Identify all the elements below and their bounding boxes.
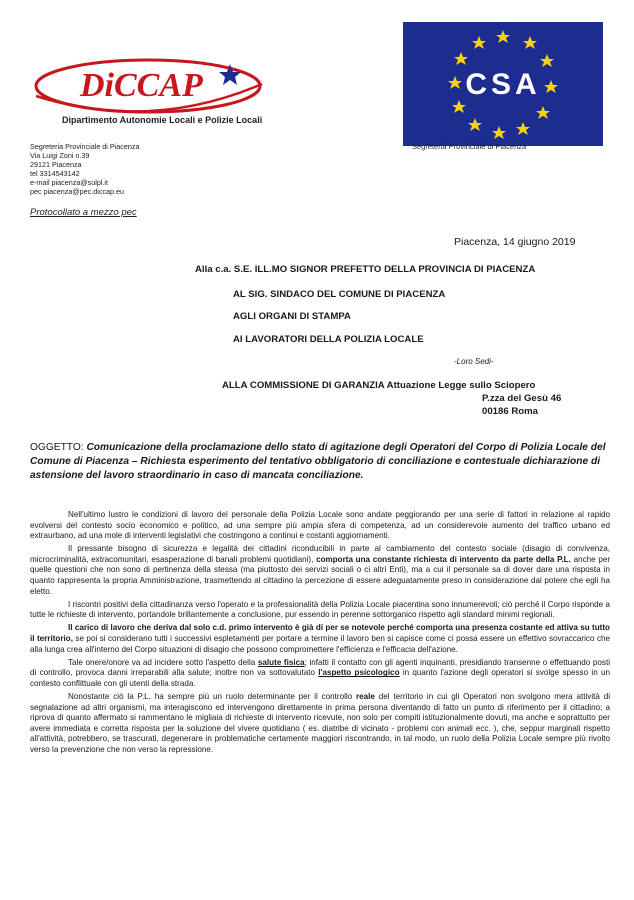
addressee-lavoratori: AI LAVORATORI DELLA POLIZIA LOCALE xyxy=(233,334,424,345)
sender-email[interactable]: e-mail piacenza@sulpl.it xyxy=(30,178,109,188)
sender-line: Segreteria Provinciale di Piacenza xyxy=(30,142,140,151)
diccap-logo xyxy=(30,44,270,144)
csa-caption: Segreteria Provinciale di Piacenza xyxy=(412,142,527,151)
addressee-prefetto: Alla c.a. S.E. ILL.MO SIGNOR PREFETTO DELLA PROVINCIA DI PIACENZA xyxy=(195,264,536,275)
sender-line: Via Luigi Zoni n.39 xyxy=(30,151,90,161)
paragraph: Il pressante bisogno di sicurezza e legalità dei cittadini riconducibili in parte al cambiamento del contesto sociale (disagio di convivenza, microcriminalità, extracomunitari, esasperazione di banali problemi quotidiani), comporta una constante richiesta di intervento da parte della P.L. anche per quelle questioni che non sono di pertinenza della stessa (ma piuttosto dei servizi sociali o ci altri Enti), ma a cui il personale sa di dover dare una risposta in quanto rappresenta la propria Amministrazione, trasmettendo al cittadino la percezione di essere adeguatamente preso in considerazione dal potere che egli ha eletto. xyxy=(30,544,611,596)
diccap-logo-text: DiCCAP xyxy=(80,67,203,104)
sender-line: tel 3314543142 xyxy=(30,169,80,179)
sender-block xyxy=(30,142,139,197)
commissione-address-1: P.zza del Gesù 46 xyxy=(482,393,562,404)
commissione-address-2: 00186 Roma xyxy=(482,406,538,417)
letter-body xyxy=(30,510,610,758)
csa-logo-text: CSA xyxy=(465,68,541,101)
subject xyxy=(30,441,610,483)
paragraph: I riscontri positivi della cittadinanza verso l'operato e la professionalità della Polizia Locale piacentina sono innumerevoli; ciò perché il Corpo risponde a tutte le richieste di intervento, portandole brillantemente a conclusione, pur essendo in perenne sottorganico rispetto agli standard minimi regionali. xyxy=(30,599,610,620)
csa-logo xyxy=(403,22,603,146)
paragraph: Nell'ultimo lustro le condizioni di lavoro del personale della Polizia Locale sono andate peggiorando per una serie di fattori in relazione al rapido evolversi del contesto socio economico e politico, ad una sempre più ampia sfera di competenza, ad un considerevole aumento del traffico urbano ed extraurbano, ad una mole di interventi legislativi che costringono a continui e costanti aggiornamenti. xyxy=(30,510,610,541)
letter-date: Piacenza, 14 giugno 2019 xyxy=(454,236,576,248)
subject-text: Comunicazione della proclamazione dello stato di agitazione degli Operatori del Corpo di Polizia Locale del Comune di Piacenza – Richiesta esperimento del tentativo obbligatorio di conciliazione e contestuale dichiarazione di astensione del lavoro straordinario in caso di mancata conciliazione. xyxy=(30,442,606,481)
paragraph: Il carico di lavoro che deriva dal solo c.d. primo intervento è già di per se notevole perché comporta una presenza costante ed attiva su tutto il territorio, se poi si considerano tutti i successivi espletamenti per portare a termine il lavoro ben si capisce come ci possa essere un effettivo sovraccarico che alla lunga crea all'interno del Corpo situazioni di disagio che possono compromettere l'efficienza e l'efficacia dell'azione. xyxy=(30,623,610,654)
paragraph: Tale onere/onore va ad incidere sotto l'aspetto della salute fisica; infatti il contatto con gli agenti inquinanti, presidiando transenne o effettuando posti di controllo, provoca danni irreparabili alla salute; inoltre non va sottovalutato l'aspetto psicologico in quanto l'azione degli operatori si svolge spesso in un contesto conflittuale con gli utenti della strada. xyxy=(30,657,611,688)
dept-name: Dipartimento Autonomie Locali e Polizie Locali xyxy=(62,115,263,125)
subject-label: OGGETTO: xyxy=(30,442,84,453)
sender-line: 29121 Piacenza xyxy=(30,160,82,170)
sender-pec[interactable]: pec piacenza@pec.diccap.eu xyxy=(30,187,125,197)
loro-sedi: -Loro Sedi- xyxy=(454,357,494,366)
protocol-note: Protocollato a mezzo pec xyxy=(30,207,137,218)
addressee-stampa: AGLI ORGANI DI STAMPA xyxy=(233,311,351,322)
paragraph: Nonostante ciò la P.L. ha sempre più un ruolo determinante per il controllo reale del territorio in cui gli Operatori non svolgono mera attività di segnalazione ad altri organismi, ma interagiscono ed intervengono direttamente in prima persona diventando di fatto un punto di riferimento per il cittadino; a riprova di quanto affermato si rammentano le migliaia di richieste di intervento ricevute, non solo per compiti istituzionalmente dovuti, ma anche e soprattutto per avere immediata e corretta risposta per la soluzione del vivere quotidiano ( es. diatribe di vicinato - problemi con animali ecc. ), che, seppur marginali rispetto all'attività, potrebbero, se trascurati, degenerare in problematiche certamente maggiori riscontrando, in tal modo, un ruolo della Polizia Locale sempre più rivolto verso la prevenzione che non verso la repressione. xyxy=(30,692,610,754)
addressee-sindaco: AL SIG. SINDACO DEL COMUNE DI PIACENZA xyxy=(233,289,446,300)
addressee-commissione: ALLA COMMISSIONE DI GARANZIA Attuazione Legge sullo Sciopero xyxy=(222,380,536,391)
